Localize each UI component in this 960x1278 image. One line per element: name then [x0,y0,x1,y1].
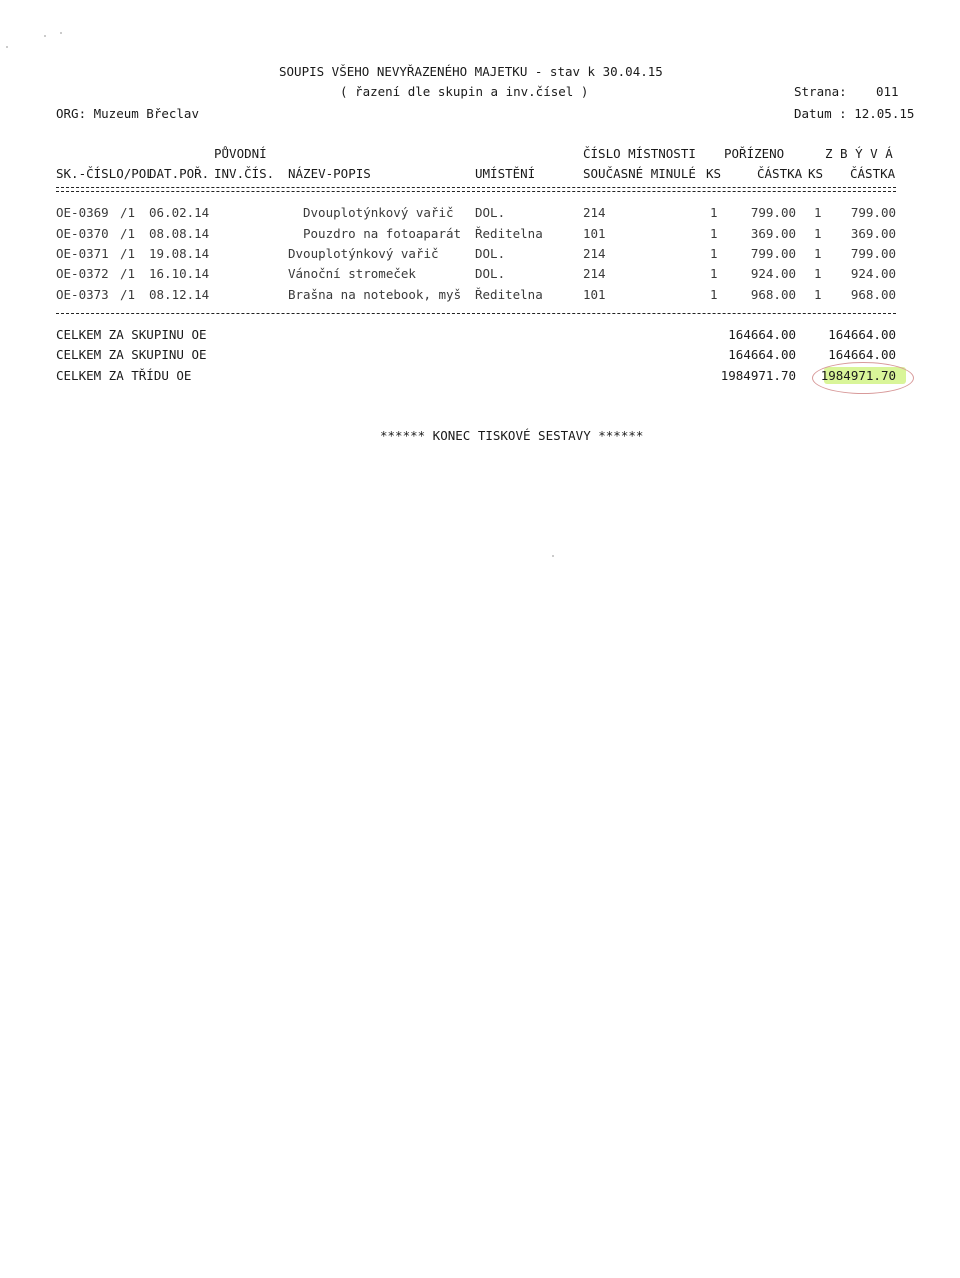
row-name: Dvouplotýnkový vařič [288,246,439,261]
row-pol: /1 [120,266,136,281]
row-amount-zbyva: 924.00 [850,266,896,281]
col-ks: KS [706,166,722,181]
row-room: 214 [583,205,606,220]
row-name: Vánoční stromeček [288,266,416,281]
row-ks: 1 [710,246,718,261]
col-castka: ČÁSTKA [757,166,803,181]
row-pol: /1 [120,205,136,220]
row-amount-zbyva: 799.00 [850,246,896,261]
row-amount: 924.00 [750,266,796,281]
row-amount-zbyva: 968.00 [850,287,896,302]
row-amount: 799.00 [750,205,796,220]
row-place: Ředitelna [475,287,543,302]
row-ks-zbyva: 1 [814,226,822,241]
scan-speck [552,555,554,557]
row-name: Dvouplotýnkový vařič [303,205,454,220]
row-amount-zbyva: 799.00 [850,205,896,220]
row-ks: 1 [710,205,718,220]
total-zbyva: 164664.00 [828,327,896,342]
total-zbyva: 1984971.70 [820,368,896,383]
report-subtitle: ( řazení dle skupin a inv.čísel ) [340,84,589,99]
row-place: Ředitelna [475,226,543,241]
row-amount-zbyva: 369.00 [850,226,896,241]
page-label: Strana: [794,84,847,99]
scan-speck [44,35,46,37]
total-zbyva: 164664.00 [828,347,896,362]
row-date: 19.08.14 [149,246,210,261]
row-place: DOL. [475,266,506,281]
col-cislo-mistnosti: ČÍSLO MÍSTNOSTI [583,146,696,161]
row-ks: 1 [710,226,718,241]
col-soucasne-minule: SOUČASNÉ MINULÉ [583,166,696,181]
org-name: ORG: Muzeum Břeclav [56,106,199,121]
row-date: 08.12.14 [149,287,210,302]
total-label: CELKEM ZA SKUPINU OE [56,347,207,362]
col-zbyva: Z B Ý V Á [825,146,893,161]
col-castka-zbyva: ČÁSTKA [850,166,896,181]
row-date: 06.02.14 [149,205,210,220]
col-dat-por: DAT.POŘ. [149,166,210,181]
row-date: 16.10.14 [149,266,210,281]
col-umisteni: UMÍSTĚNÍ [475,166,536,181]
rows-divider [56,313,896,314]
row-room: 214 [583,246,606,261]
col-sk-cislo-pol: SK.-ČÍSLO/POL [56,166,154,181]
row-cislo: OE-0370 [56,226,109,241]
row-place: DOL. [475,246,506,261]
total-label: CELKEM ZA TŘÍDU OE [56,368,192,383]
row-ks-zbyva: 1 [814,287,822,302]
row-room: 214 [583,266,606,281]
scan-speck [6,46,8,48]
row-cislo: OE-0371 [56,246,109,261]
row-cislo: OE-0369 [56,205,109,220]
row-name: Pouzdro na fotoaparát [303,226,462,241]
row-ks-zbyva: 1 [814,205,822,220]
col-inv-cis: INV.ČÍS. [214,166,275,181]
scan-speck [60,32,62,34]
row-place: DOL. [475,205,506,220]
header-divider [56,187,896,192]
report-title: SOUPIS VŠEHO NEVYŘAZENÉHO MAJETKU - stav k 30.04.15 [279,64,663,79]
row-ks: 1 [710,266,718,281]
row-room: 101 [583,287,606,302]
row-cislo: OE-0373 [56,287,109,302]
row-date: 08.08.14 [149,226,210,241]
row-pol: /1 [120,226,136,241]
col-ks-zbyva: KS [808,166,824,181]
total-porizeno: 1984971.70 [720,368,796,383]
total-label: CELKEM ZA SKUPINU OE [56,327,207,342]
row-room: 101 [583,226,606,241]
report-end-marker: ****** KONEC TISKOVÉ SESTAVY ****** [380,428,644,443]
col-nazev-popis: NÁZEV-POPIS [288,166,371,181]
row-amount: 968.00 [750,287,796,302]
col-puvodni: PŮVODNÍ [214,146,267,161]
row-name: Brašna na notebook, myš [288,287,462,302]
total-porizeno: 164664.00 [728,347,796,362]
row-cislo: OE-0372 [56,266,109,281]
report-date: Datum : 12.05.15 [794,106,915,121]
row-pol: /1 [120,287,136,302]
total-porizeno: 164664.00 [728,327,796,342]
page-number: 011 [876,84,899,99]
row-ks: 1 [710,287,718,302]
row-amount: 799.00 [750,246,796,261]
row-ks-zbyva: 1 [814,266,822,281]
row-pol: /1 [120,246,136,261]
col-porizeno: POŘÍZENO [724,146,785,161]
row-ks-zbyva: 1 [814,246,822,261]
row-amount: 369.00 [750,226,796,241]
